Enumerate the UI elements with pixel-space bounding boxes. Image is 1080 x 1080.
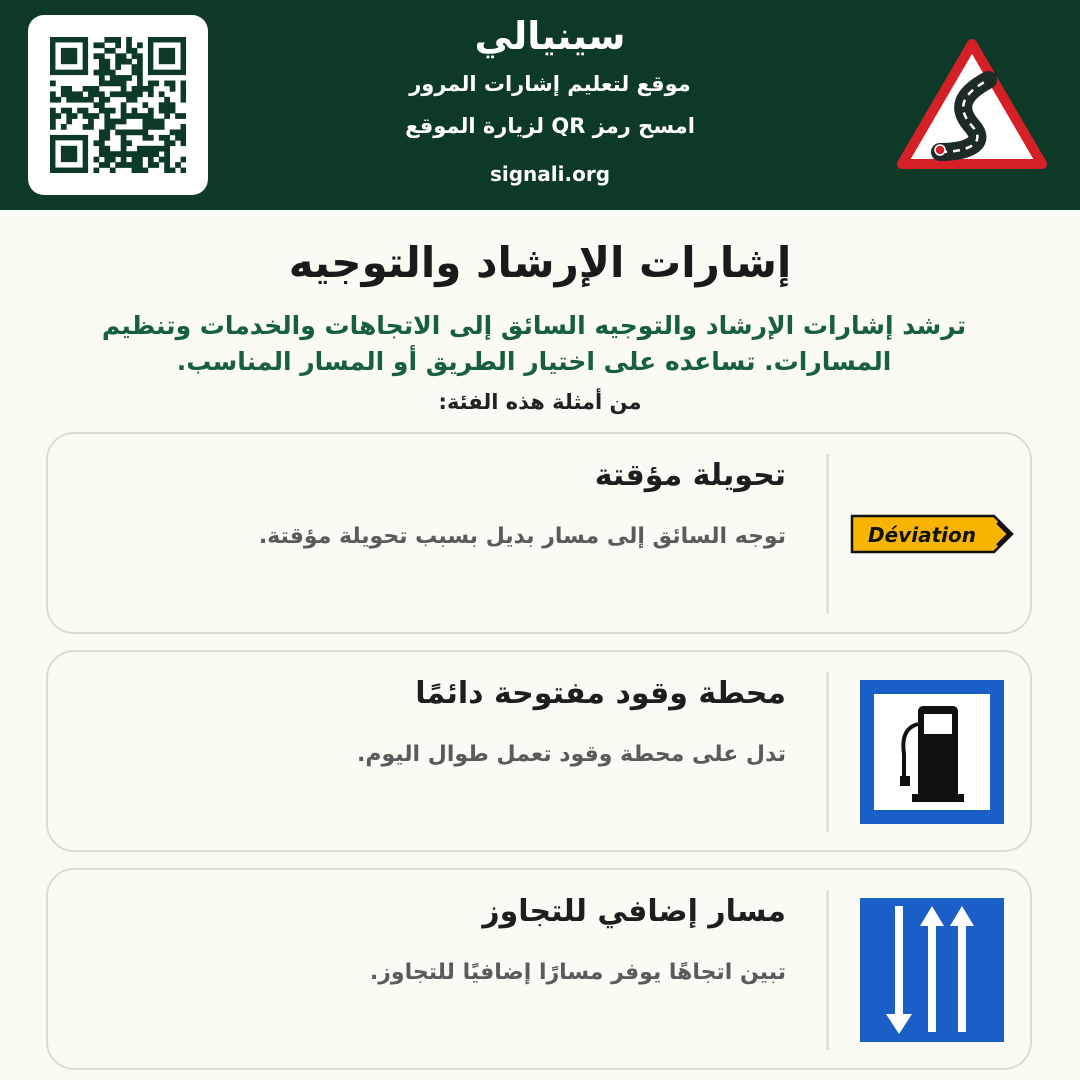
- overtaking-lane-sign-icon: [860, 898, 1004, 1042]
- page-title: إشارات الإرشاد والتوجيه: [288, 238, 792, 287]
- qr-code[interactable]: [28, 15, 208, 195]
- sign-title: محطة وقود مفتوحة دائمًا: [415, 676, 786, 711]
- intro-text: ترشد إشارات الإرشاد والتوجيه السائق إلى الاتجاهات والخدمات وتنظيم المسارات. تساعده على اختيار الطريق أو المسار المناسب.: [101, 311, 967, 376]
- winding-road-warning-sign-icon: [896, 36, 1048, 172]
- scan-prompt: امسح رمز QR لزيارة الموقع: [405, 114, 695, 138]
- examples-label: من أمثلة هذه الفئة:: [438, 390, 642, 414]
- sign-card-overtaking-lane[interactable]: [46, 868, 1032, 1070]
- deviation-sign-text: Déviation: [868, 523, 976, 547]
- site-info: [330, 0, 770, 210]
- card-divider: [826, 672, 829, 832]
- deviation-sign-icon: [850, 514, 1014, 554]
- sign-description: توجه السائق إلى مسار بديل بسبب تحويلة مؤقتة.: [258, 524, 786, 549]
- sign-description: تبين اتجاهًا يوفر مسارًا إضافيًا للتجاوز.: [369, 960, 786, 985]
- sign-card-deviation[interactable]: [46, 432, 1032, 634]
- fuel-station-sign-icon: [860, 680, 1004, 824]
- site-tagline: موقع لتعليم إشارات المرور: [409, 72, 691, 96]
- site-url[interactable]: signali.org: [489, 162, 611, 186]
- site-name: سينيالي: [474, 14, 626, 58]
- sign-description: تدل على محطة وقود تعمل طوال اليوم.: [357, 742, 786, 767]
- sign-title: تحويلة مؤقتة: [594, 458, 786, 493]
- sign-card-fuel-station[interactable]: [46, 650, 1032, 852]
- card-divider: [826, 890, 829, 1050]
- sign-title: مسار إضافي للتجاوز: [482, 894, 786, 929]
- qr-code-icon: [50, 37, 186, 173]
- site-header: [0, 0, 1080, 210]
- card-divider: [826, 454, 829, 614]
